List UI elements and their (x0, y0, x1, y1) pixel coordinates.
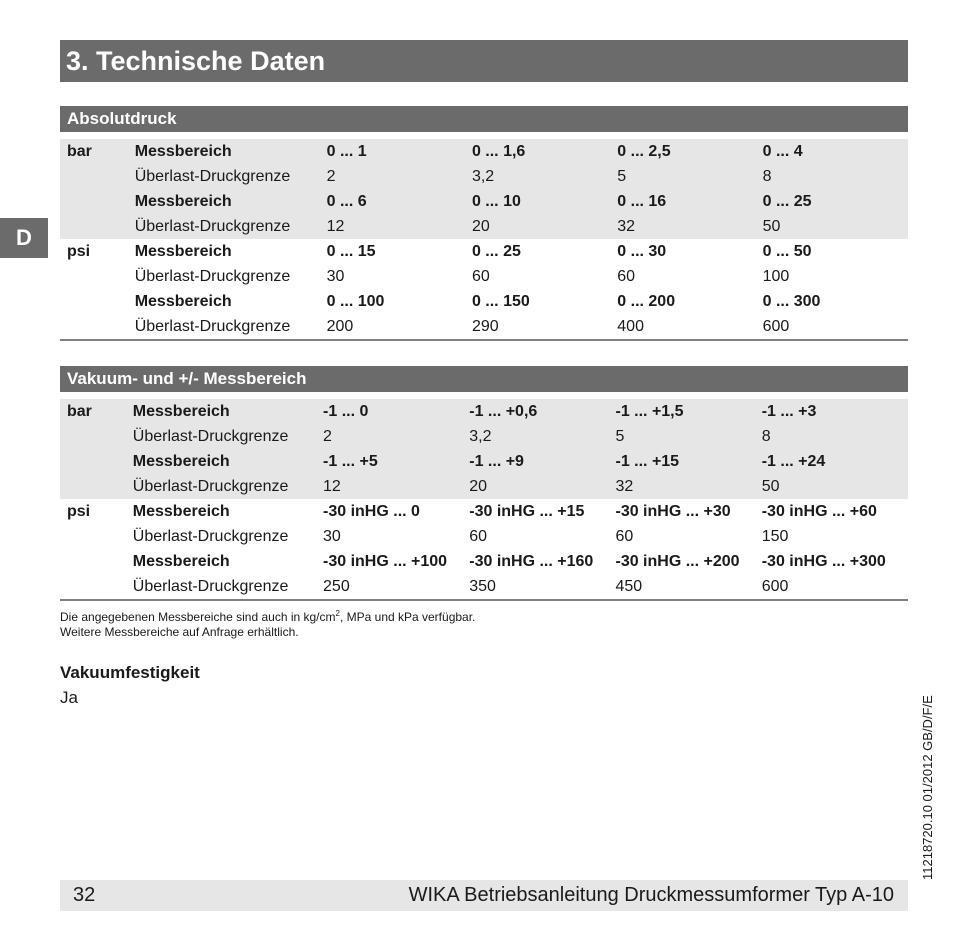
absolute-pressure-table (60, 139, 908, 341)
value-cell: 60 (471, 267, 490, 285)
value-cell: 450 (615, 577, 643, 595)
row-label: Messbereich (134, 292, 232, 310)
value-cell: 30 (323, 527, 341, 545)
value-cell: -30 inHG ... +60 (761, 502, 877, 520)
value-cell: 200 (326, 317, 354, 335)
value-cell: -30 inHG ... +100 (323, 552, 448, 570)
unit-cell (60, 474, 133, 499)
unit-cell (60, 424, 133, 449)
value-cell: 8 (762, 424, 908, 449)
value-cell: 600 (761, 577, 789, 595)
value-cell: 0 ... 25 (471, 242, 521, 260)
unit-cell (60, 574, 133, 600)
value-cell: 0 ... 2,5 (617, 139, 762, 164)
table-row (60, 399, 908, 424)
row-label: Überlast-Druckgrenze (132, 527, 289, 545)
value-cell: 60 (615, 527, 634, 545)
value-cell: 250 (323, 577, 350, 595)
row-label: Messbereich (133, 399, 323, 424)
section-heading-absolute: Absolutdruck (60, 106, 908, 132)
table-row (60, 314, 908, 340)
value-cell: -1 ... +1,5 (615, 399, 761, 424)
value-cell: 50 (763, 214, 908, 239)
value-cell: 0 ... 300 (762, 292, 821, 310)
table-row (60, 289, 908, 314)
row-label: Messbereich (135, 189, 327, 214)
value-cell: 30 (326, 267, 345, 285)
value-cell: 2 (323, 424, 469, 449)
row-label: Überlast-Druckgrenze (133, 424, 323, 449)
footer-title: WIKA Betriebsanleitung Druckmessumformer Typ A-10 (408, 884, 894, 906)
value-cell: 400 (617, 317, 644, 335)
row-label: Messbereich (135, 139, 327, 164)
value-cell: 32 (617, 214, 762, 239)
table-row (60, 549, 908, 574)
vacuum-resistance-heading: Vakuumfestigkeit (60, 663, 200, 682)
table-row (60, 574, 908, 600)
value-cell: -30 inHG ... +15 (469, 502, 585, 520)
row-label: Messbereich (133, 449, 323, 474)
section-heading-vacuum: Vakuum- und +/- Messbereich (60, 366, 908, 392)
table-row (60, 424, 908, 449)
unit-cell (60, 189, 135, 214)
language-tab: D (0, 218, 48, 258)
footnote-more-ranges: Weitere Messbereiche auf Anfrage erhältlich. (60, 625, 299, 639)
value-cell: 0 ... 100 (326, 292, 385, 310)
page-number: 32 (73, 884, 96, 906)
vacuum-section (60, 366, 908, 601)
value-cell: 20 (472, 214, 617, 239)
value-cell: -1 ... 0 (323, 399, 469, 424)
value-cell: 0 ... 15 (326, 242, 376, 260)
value-cell: 0 ... 4 (763, 139, 908, 164)
table-row (60, 189, 908, 214)
unit-cell (60, 524, 133, 549)
row-label: Überlast-Druckgrenze (134, 317, 291, 335)
value-cell: 0 ... 30 (617, 242, 667, 260)
row-label: Überlast-Druckgrenze (134, 267, 291, 285)
table-row (60, 474, 908, 499)
vacuum-resistance-value: Ja (60, 688, 78, 707)
table-row (60, 239, 908, 264)
value-cell: 0 ... 1 (327, 139, 472, 164)
table-row (60, 499, 908, 524)
row-label: Überlast-Druckgrenze (135, 214, 327, 239)
value-cell: 32 (615, 474, 761, 499)
value-cell: 0 ... 25 (763, 189, 908, 214)
value-cell: 600 (762, 317, 790, 335)
value-cell: 0 ... 6 (327, 189, 472, 214)
vacuum-table (60, 399, 908, 601)
value-cell: -1 ... +5 (323, 449, 469, 474)
value-cell: 12 (327, 214, 472, 239)
value-cell: 50 (762, 474, 908, 499)
row-label: Überlast-Druckgrenze (132, 577, 289, 595)
unit-cell (60, 289, 135, 314)
unit-cell: bar (60, 399, 133, 424)
value-cell: -30 inHG ... +160 (469, 552, 594, 570)
value-cell: 0 ... 50 (762, 242, 812, 260)
footnote-units: Die angegebenen Messbereiche sind auch in $kg/cm^2$, MPa und kPa verfügbar. (60, 609, 476, 624)
value-cell: 150 (761, 527, 789, 545)
value-cell: -1 ... +3 (762, 399, 908, 424)
row-label: Messbereich (132, 552, 230, 570)
row-label: Überlast-Druckgrenze (133, 474, 323, 499)
value-cell: -30 inHG ... +200 (615, 552, 740, 570)
row-label: Messbereich (132, 502, 230, 520)
value-cell: 290 (471, 317, 499, 335)
footnotes (60, 606, 475, 640)
value-cell: 0 ... 150 (471, 292, 530, 310)
unit-cell: bar (60, 139, 135, 164)
table-row (60, 164, 908, 189)
value-cell: 3,2 (472, 164, 617, 189)
unit-cell (60, 264, 135, 289)
table-row (60, 264, 908, 289)
unit-cell: psi (67, 502, 91, 520)
value-cell: 20 (469, 474, 615, 499)
value-cell: 5 (615, 424, 761, 449)
value-cell: 350 (469, 577, 496, 595)
value-cell: -1 ... +24 (762, 449, 908, 474)
value-cell: 100 (762, 267, 790, 285)
page-title: 3. Technische Daten (60, 40, 908, 82)
table-row (60, 139, 908, 164)
table-row (60, 214, 908, 239)
value-cell: -1 ... +9 (469, 449, 615, 474)
unit-cell (60, 214, 135, 239)
table-row (60, 449, 908, 474)
value-cell: 12 (323, 474, 469, 499)
value-cell: 60 (617, 267, 636, 285)
unit-cell: psi (67, 242, 91, 260)
value-cell: 5 (617, 164, 762, 189)
value-cell: -30 inHG ... 0 (323, 502, 420, 520)
value-cell: -1 ... +15 (615, 449, 761, 474)
unit-cell (60, 549, 133, 574)
row-label: Überlast-Druckgrenze (135, 164, 327, 189)
unit-cell (60, 449, 133, 474)
absolute-pressure-section (60, 106, 908, 341)
value-cell: 2 (327, 164, 472, 189)
value-cell: 0 ... 200 (617, 292, 676, 310)
value-cell: 3,2 (469, 424, 615, 449)
value-cell: 60 (469, 527, 488, 545)
value-cell: -1 ... +0,6 (469, 399, 615, 424)
table-row (60, 524, 908, 549)
unit-cell (60, 314, 135, 340)
value-cell: 0 ... 10 (472, 189, 617, 214)
value-cell: 0 ... 1,6 (472, 139, 617, 164)
value-cell: 8 (763, 164, 908, 189)
document-code: 11218720.10 01/2012 GB/D/F/E (920, 695, 935, 880)
row-label: Messbereich (134, 242, 232, 260)
value-cell: 0 ... 16 (617, 189, 762, 214)
value-cell: -30 inHG ... +30 (615, 502, 731, 520)
unit-cell (60, 164, 135, 189)
value-cell: -30 inHG ... +300 (761, 552, 886, 570)
footer (60, 880, 908, 911)
